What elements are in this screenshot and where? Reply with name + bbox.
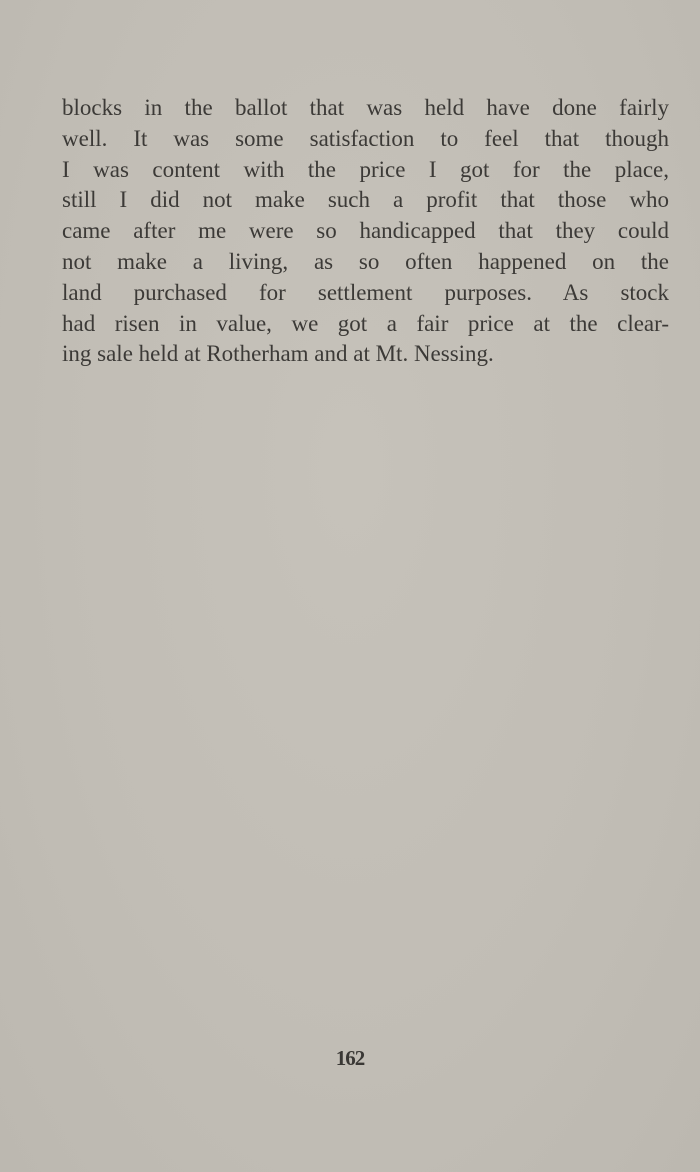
text-line: well. It was some satisfaction to feel that though xyxy=(62,125,669,151)
text-line: had risen in value, we got a fair price at the clear- xyxy=(62,310,669,336)
text-line: still I did not make such a profit that those who xyxy=(62,187,669,213)
page-number: 162 xyxy=(335,1046,365,1070)
text-line: ing sale held at Rotherham and at Mt. Nessing. xyxy=(62,341,494,367)
text-line: I was content with the price I got for the place, xyxy=(62,156,669,182)
text-line: blocks in the ballot that was held have done fairly xyxy=(62,95,669,120)
body-paragraph xyxy=(62,93,669,370)
text-line: land purchased for settlement purposes. As stock xyxy=(62,279,669,305)
text-line: not make a living, as so often happened on the xyxy=(62,248,669,274)
text-line: came after me were so handicapped that they could xyxy=(62,218,669,244)
